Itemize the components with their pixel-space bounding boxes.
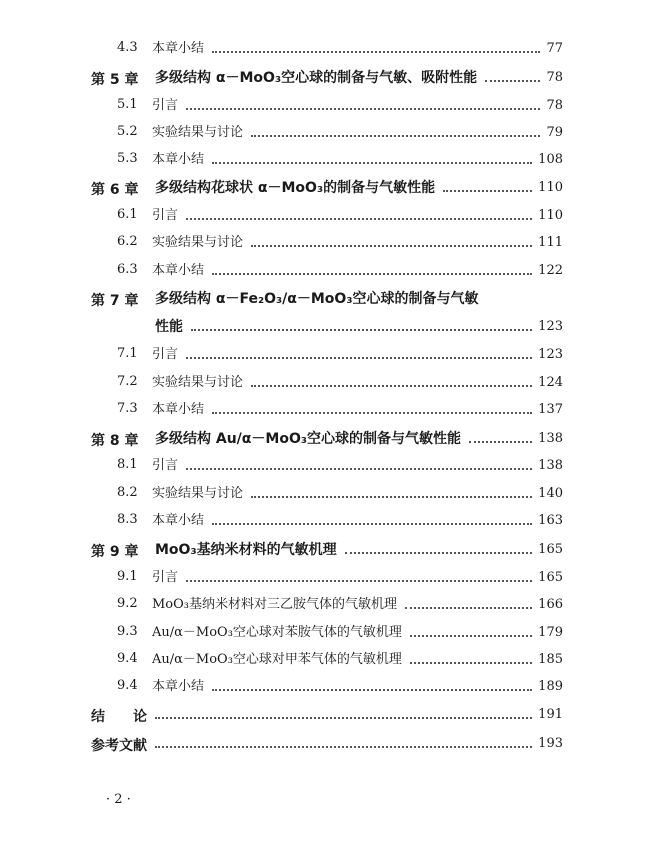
toc-entry-number: 8.2 xyxy=(117,485,138,500)
toc-entry[interactable] xyxy=(0,149,650,171)
toc-entry-number: 9.4 xyxy=(117,651,138,666)
toc-entry-title: 引言 xyxy=(152,570,179,585)
toc-entry-title: 实验结果与讨论 xyxy=(152,375,244,390)
toc-entry-number: 8.1 xyxy=(117,457,138,472)
toc-entry[interactable] xyxy=(0,260,650,282)
dot-leader xyxy=(186,104,540,110)
toc-entry[interactable] xyxy=(0,232,650,254)
toc-entry[interactable] xyxy=(0,205,650,227)
toc-entry[interactable] xyxy=(0,567,650,589)
toc-entry-number: 第 5 章 xyxy=(91,72,139,88)
toc-entry-title: 引言 xyxy=(152,458,179,473)
toc-entry-title: 引言 xyxy=(152,347,179,362)
toc-entry-title: 本章小结 xyxy=(152,513,205,528)
toc-entry-page: 124 xyxy=(538,375,563,390)
toc-entry-title: 性能 xyxy=(155,319,183,335)
dot-leader xyxy=(186,576,532,582)
toc-entry-page: 166 xyxy=(538,597,563,612)
toc-entry-number: 9.2 xyxy=(117,596,138,611)
toc-entry-number: 4.3 xyxy=(117,40,138,55)
toc-entry-number: 结 论 xyxy=(91,709,147,725)
toc-entry-page: 123 xyxy=(538,347,563,362)
toc-entry[interactable] xyxy=(0,704,650,726)
toc-entry-number: 8.3 xyxy=(117,512,138,527)
toc-entry-number: 第 9 章 xyxy=(91,544,139,560)
toc-entry-page: 189 xyxy=(538,679,563,694)
toc-entry[interactable] xyxy=(0,95,650,117)
toc-entry-number: 5.2 xyxy=(117,124,138,139)
toc-entry-page: 179 xyxy=(538,625,563,640)
dot-leader xyxy=(186,353,532,359)
dot-leader xyxy=(410,658,532,664)
toc-entry-number: 7.2 xyxy=(117,374,138,389)
toc-entry-title: 多级结构花球状 α－MoO₃的制备与气敏性能 xyxy=(155,180,436,196)
toc-entry[interactable] xyxy=(0,483,650,505)
toc-entry[interactable] xyxy=(0,316,650,338)
dot-leader xyxy=(251,241,532,247)
toc-entry-number: 7.1 xyxy=(117,346,138,361)
dot-leader xyxy=(405,603,532,609)
toc-entry-page: 78 xyxy=(546,70,563,85)
dot-leader xyxy=(345,548,532,554)
toc-entry[interactable] xyxy=(0,38,650,60)
toc-entry-page: 137 xyxy=(538,402,563,417)
toc-entry[interactable] xyxy=(0,288,650,310)
toc-entry-page: 78 xyxy=(546,98,563,113)
toc-entry-page: 123 xyxy=(538,319,563,334)
dot-leader xyxy=(251,381,532,387)
dot-leader xyxy=(212,685,532,691)
dot-leader xyxy=(191,325,532,331)
toc-entry-number: 第 7 章 xyxy=(91,293,139,309)
toc-entry-page: 110 xyxy=(538,180,563,195)
toc-entry-number: 9.1 xyxy=(117,569,138,584)
dot-leader xyxy=(186,214,532,220)
toc-entry-number: 6.1 xyxy=(117,207,138,222)
dot-leader xyxy=(212,519,532,525)
toc-entry-page: 77 xyxy=(546,41,563,56)
dot-leader xyxy=(251,131,540,137)
toc-entry-number: 参考文献 xyxy=(91,738,147,754)
toc-entry-page: 108 xyxy=(538,152,563,167)
toc-entry-title: 本章小结 xyxy=(152,263,205,278)
toc-entry-page: 193 xyxy=(538,736,563,751)
dot-leader xyxy=(155,742,532,748)
toc-entry-number: 6.3 xyxy=(117,262,138,277)
toc-entry-title: 引言 xyxy=(152,208,179,223)
toc-entry-number: 9.4 xyxy=(117,678,138,693)
toc-entry-title: MoO₃基纳米材料对三乙胺气体的气敏机理 xyxy=(152,597,398,612)
toc-entry-title: Au/α－MoO₃空心球对苯胺气体的气敏机理 xyxy=(152,625,402,640)
toc-entry[interactable] xyxy=(0,733,650,755)
toc-entry[interactable] xyxy=(0,428,650,450)
toc-entry-number: 9.3 xyxy=(117,624,138,639)
toc-entry[interactable] xyxy=(0,372,650,394)
toc-entry-page: 138 xyxy=(538,431,563,446)
toc-entry-title: 多级结构 α－Fe₂O₃/α－MoO₃空心球的制备与气敏 xyxy=(155,291,479,307)
toc-entry[interactable] xyxy=(0,510,650,532)
toc-entry-page: 165 xyxy=(538,542,563,557)
toc-entry[interactable] xyxy=(0,455,650,477)
toc-entry-title: 多级结构 Au/α－MoO₃空心球的制备与气敏性能 xyxy=(155,431,461,447)
dot-leader xyxy=(469,437,532,443)
toc-entry-number: 6.2 xyxy=(117,234,138,249)
toc-entry-number: 第 6 章 xyxy=(91,182,139,198)
toc-entry-page: 191 xyxy=(538,707,563,722)
toc-entry-title: 实验结果与讨论 xyxy=(152,235,244,250)
toc-entry-page: 111 xyxy=(538,235,563,250)
toc-entry-page: 165 xyxy=(538,570,563,585)
toc-entry[interactable] xyxy=(0,177,650,199)
toc-entry[interactable] xyxy=(0,622,650,644)
toc-entry-title: 引言 xyxy=(152,98,179,113)
toc-entry[interactable] xyxy=(0,594,650,616)
toc-entry-title: 实验结果与讨论 xyxy=(152,486,244,501)
toc-entry-page: 163 xyxy=(538,513,563,528)
toc-entry-title: Au/α－MoO₃空心球对甲苯气体的气敏机理 xyxy=(152,652,402,667)
page-number-footer: · 2 · xyxy=(106,792,131,807)
toc-entry-page: 79 xyxy=(546,125,563,140)
toc-entry-page: 185 xyxy=(538,652,563,667)
toc-entry-page: 140 xyxy=(538,486,563,501)
dot-leader xyxy=(410,631,532,637)
toc-entry-number: 5.3 xyxy=(117,151,138,166)
toc-entry-page: 138 xyxy=(538,458,563,473)
toc-entry-title: 多级结构 α－MoO₃空心球的制备与气敏、吸附性能 xyxy=(155,70,478,86)
toc-entry[interactable] xyxy=(0,649,650,671)
toc-entry[interactable] xyxy=(0,539,650,561)
dot-leader xyxy=(443,186,532,192)
dot-leader xyxy=(212,158,532,164)
toc-entry-number: 5.1 xyxy=(117,97,138,112)
toc-entry-title: 本章小结 xyxy=(152,402,205,417)
toc-entry-title: MoO₃基纳米材料的气敏机理 xyxy=(155,542,337,558)
dot-leader xyxy=(212,269,532,275)
dot-leader xyxy=(212,408,532,414)
toc-entry-number: 7.3 xyxy=(117,401,138,416)
dot-leader xyxy=(485,76,540,82)
toc-entry[interactable] xyxy=(0,67,650,89)
toc-entry[interactable] xyxy=(0,344,650,366)
dot-leader xyxy=(251,492,532,498)
toc-entry-page: 110 xyxy=(538,208,563,223)
dot-leader xyxy=(186,464,532,470)
toc-entry-title: 本章小结 xyxy=(152,41,205,56)
toc-entry-title: 本章小结 xyxy=(152,679,205,694)
toc-entry-title: 本章小结 xyxy=(152,152,205,167)
toc-entry-number: 第 8 章 xyxy=(91,433,139,449)
toc-entry[interactable] xyxy=(0,676,650,698)
dot-leader xyxy=(155,713,532,719)
toc-entry-title: 实验结果与讨论 xyxy=(152,125,244,140)
toc-entry-page: 122 xyxy=(538,263,563,278)
toc-entry[interactable] xyxy=(0,122,650,144)
dot-leader xyxy=(212,47,540,53)
toc-entry[interactable] xyxy=(0,399,650,421)
